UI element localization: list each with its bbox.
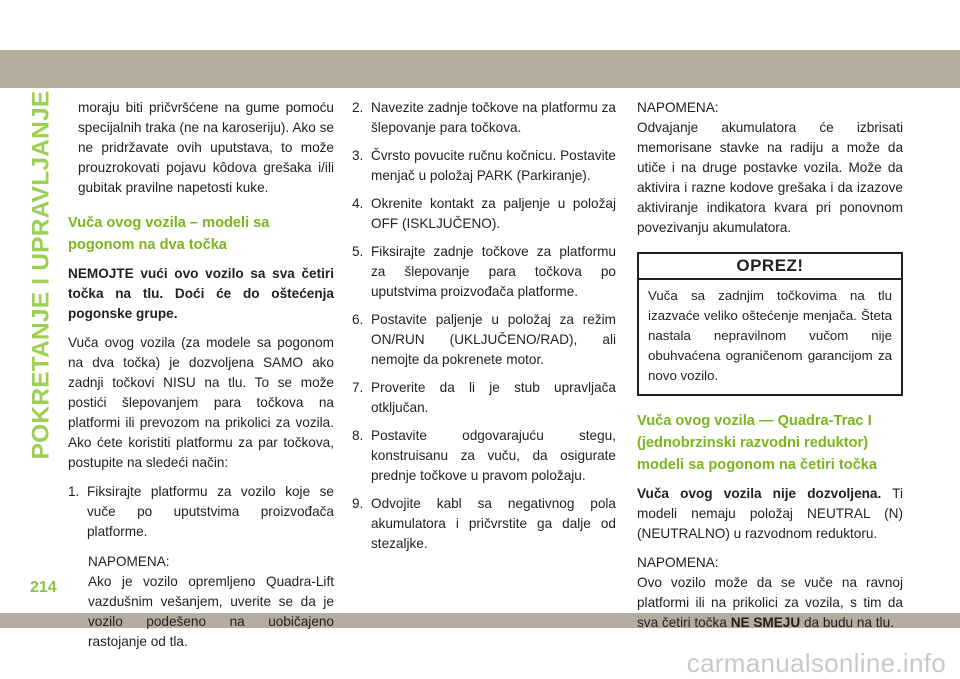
step-text: Fiksirajte zadnje točkove za platformu za šlepovanje para točkova po uputstvima proizvođača platforme. xyxy=(371,244,616,299)
caution-title: OPREZ! xyxy=(639,254,901,280)
step-number: 6. xyxy=(352,312,364,327)
step-number: 5. xyxy=(352,244,364,259)
list-item xyxy=(352,194,616,234)
warning-paragraph: NEMOJTE vući ovo vozilo sa sva četiri točka na tlu. Doći će do oštećenja pogonske grupe. xyxy=(68,266,334,321)
note-bold: NE SMEJU xyxy=(730,615,801,630)
note-text-part: Ovo vozilo može da se vuče na ravnoj platformi ili na prikolici za vozila, s tim da sva četiri točka xyxy=(637,575,903,630)
step-number: 9. xyxy=(352,496,364,511)
note-block xyxy=(68,552,334,652)
steps-list-2 xyxy=(352,98,616,554)
page-number: 214 xyxy=(30,579,57,596)
note-text: Ako je vozilo opremljeno Quadra-Lift vazdušnim vešanjem, uverite se da je vozilo podešeno na uobičajeno rastojanje od tla. xyxy=(88,574,334,649)
section-heading-2wd: Vuča ovog vozila – modeli sa pogonom na dva točka xyxy=(68,215,270,253)
list-item xyxy=(352,98,616,138)
note-text-part: da budu na tlu. xyxy=(800,615,894,630)
step-text: Okrenite kontakt za paljenje u položaj OFF (ISKLJUČENO). xyxy=(371,196,616,231)
bold-lead: Vuča ovog vozila nije dozvoljena. xyxy=(637,486,882,501)
step-text: Čvrsto povucite ručnu kočnicu. Postavite menjač u položaj PARK (Parkiranje). xyxy=(371,148,616,183)
caution-text: Vuča sa zadnjim točkovima na tlu izazvaće veliko oštećenje menjača. Šteta nastala nepravilnom vučom nije obuhvaćena ograničenom garancijom za novo vozilo. xyxy=(648,288,892,383)
list-item xyxy=(352,426,616,486)
section-side-tab xyxy=(26,90,56,460)
step-text: Postavite odgovarajuću stegu, konstruisanu za vuču, da osigurate prednje točkove u pravom položaju. xyxy=(371,428,616,483)
note-label-2: NAPOMENA: xyxy=(637,555,719,570)
step-number: 3. xyxy=(352,148,364,163)
steps-list-1 xyxy=(68,482,334,542)
list-item xyxy=(352,310,616,370)
caution-box xyxy=(637,252,903,396)
list-item xyxy=(352,378,616,418)
note-label: NAPOMENA: xyxy=(88,554,170,569)
list-item xyxy=(352,146,616,186)
step-number: 2. xyxy=(352,100,364,115)
column-3 xyxy=(637,98,903,642)
list-item xyxy=(352,242,616,302)
step-number: 7. xyxy=(352,380,364,395)
step-text: Proverite da li je stub upravljača otključan. xyxy=(371,380,616,415)
list-item xyxy=(68,482,334,542)
column-2 xyxy=(352,98,616,562)
step-text: Odvojite kabl sa negativnog pola akumulatora i pričvrstite ga dalje od stezaljke. xyxy=(371,496,616,551)
section-heading-4wd: Vuča ovog vozila — Quadra-Trac I (jednobrzinski razvodni reduktor) modeli sa pogonom na četiri točka xyxy=(637,413,878,473)
para-text: Ti modeli nemaju položaj NEUTRAL (N) (NEUTRALNO) u razvodnom reduktoru. xyxy=(637,486,904,541)
step-number: 8. xyxy=(352,428,364,443)
step-text: Navezite zadnje točkove na platformu za šlepovanje para točkova. xyxy=(371,100,616,135)
note-label: NAPOMENA: xyxy=(637,100,719,115)
step-text: Postavite paljenje u položaj za režim ON/RUN (UKLJUČENO/RAD), ali nemojte da pokrenete motor. xyxy=(371,312,616,367)
step-text: Fiksirajte platformu za vozilo koje se vuče po uputstvima proizvođača platforme. xyxy=(87,484,334,539)
body-paragraph: Vuča ovog vozila (za modele sa pogonom na dva točka) je dozvoljena SAMO ako zadnji točkovi NISU na tlu. To se može postići šlepovanjem para točkova na platformi ili prevozom na prikolici za vozila. Ako ćete koristiti platformu za par točkova, postupite na sledeći način: xyxy=(68,335,334,470)
note-text-2 xyxy=(637,573,903,633)
list-item xyxy=(352,494,616,554)
step-number: 4. xyxy=(352,196,364,211)
top-band xyxy=(0,50,960,88)
section-side-tab-label: POKRETANJE I UPRAVLJANJE xyxy=(27,90,54,460)
intro-paragraph: moraju biti pričvršćene na gume pomoću specijalnih traka (ne na karoseriju). Ako se ne pridržavate ovih uputstava, to može prouzrokovati pojavu kôdova grešaka i/ili gubitak pravilne napetosti kuke. xyxy=(78,100,334,195)
watermark: carmanualsonline.info xyxy=(686,648,946,678)
column-1 xyxy=(68,98,334,661)
body-paragraph xyxy=(637,484,903,544)
step-number: 1. xyxy=(68,484,80,499)
note-text: Odvajanje akumulatora će izbrisati memorisane stavke na radiju a može da utiče i na druge postavke vozila. Može da aktivira i razne kodove grešaka i da izazove aktiviranje indikatora kvara pri ponovnom povezivanju akumulatora. xyxy=(637,120,903,235)
